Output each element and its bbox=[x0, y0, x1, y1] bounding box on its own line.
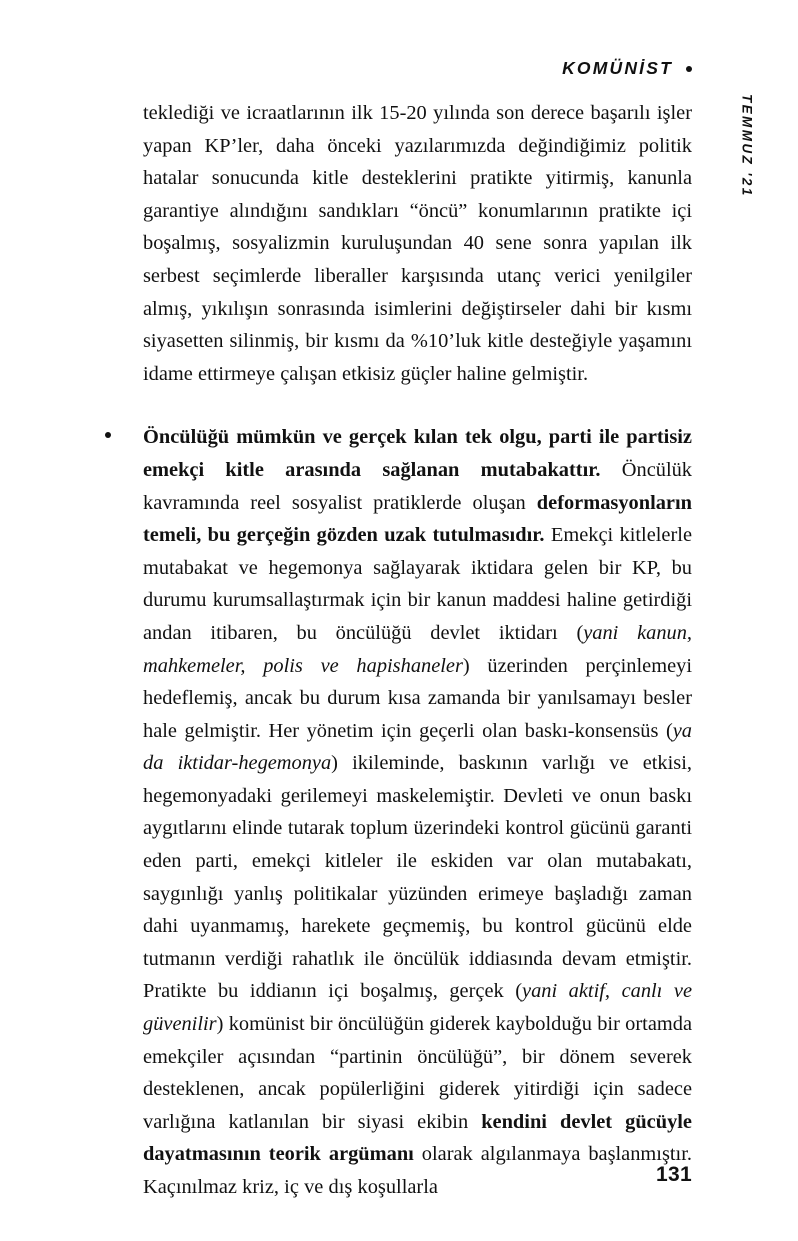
italic-run: yani kanun, mahkemeler, polis ve hapishaneler bbox=[143, 621, 693, 677]
text-run: Öncülük kavramında reel sosyalist pratiklerde oluşan bbox=[143, 458, 693, 514]
running-head bbox=[562, 58, 692, 79]
text-run: Emekçi kitlelerle mutabakat ve hegemonya sağlayarak iktidara gelen bir KP, bu durumu kurumsallaştırmak için bir kanun maddesi haline getirdiği andan itibaren, bu öncülüğü devlet iktidarı ( bbox=[143, 524, 692, 644]
bullet-list-item bbox=[143, 421, 692, 1203]
bullet-dot-icon bbox=[686, 66, 692, 72]
publication-title: KOMÜNİST bbox=[562, 58, 673, 78]
italic-run: ya da iktidar-hegemonya bbox=[143, 719, 692, 775]
issue-date-stamp bbox=[736, 94, 758, 224]
text-run: ) ikileminde, baskının varlığı ve etkisi, hegemonyadaki gerilemeyi maskelemiştir. Devleti ve onun baskı aygıtlarını elinde tutarak toplum üzerindeki kontrol gücünü garanti eden parti, emekçi kitleler ile eskiden var olan mutabakatı, saygınlığı yanlış politikalar yüzünden erimeye başladığı zaman dahi uyanmamış, harekete geçmemiş, bu kontrol gücünü elde tutmanın verdiği rahatlık ile öncülük iddiasında devam etmiştir. Pratikte bu iddianın içi boşalmış, gerçek ( bbox=[143, 752, 692, 1003]
text-run: ) komünist bir öncülüğün giderek kaybolduğu bir ortamda emekçiler açısından “partinin öncülüğü”, bir dönem severek desteklenen, ancak popülerliğini giderek yitirdiği için sadece varlığına katlanılan bir siyasi ekibin bbox=[143, 1013, 692, 1133]
issue-date-label: TEMMUZ '21 bbox=[739, 94, 755, 198]
text-run: teklediği ve icraatlarının ilk 15-20 yılında son derece başarılı işler yapan KP’ler, daha önceki yazılarımızda değindiğimiz politik hatalar sonucunda kitle desteklerini pratikte yitirmiş, kanunla garantiye alındığını sandıkları “öncü” konumlarının pratikte içi boşalmış, sosyalizmin kuruluşundan 40 sene sonra yapılan ilk serbest seçimlerde liberaller karşısında utanç verici yenilgiler almış, yıkılışın sonrasında isimlerini değiştirseler dahi bir kısmı siyasetten silinmiş, bir kısmı da %10’luk kitle desteğiyle yaşamını idame ettirmeye çalışan etkisiz güçler haline gelmiştir. bbox=[143, 102, 692, 385]
bold-run: kendini devlet gücüyle dayatmasının teorik argümanı bbox=[143, 1110, 692, 1166]
paragraph-continuation bbox=[143, 97, 692, 390]
bullet-paragraph bbox=[143, 421, 692, 1203]
bold-run: Öncülüğü mümkün ve gerçek kılan tek olgu, parti ile partisiz emekçi kitle arasında sağlanan mutabakattır. bbox=[143, 426, 692, 481]
text-run: olarak algılanmaya başlanmıştır. Kaçınılmaz kriz, iç ve dış koşullarla bbox=[143, 1143, 692, 1198]
text-run: ) üzerinden perçinlemeyi hedeflemiş, ancak bu durum kısa zamanda bir yanılsamayı besler hale gelmiştir. Her yönetim için geçerli olan baskı-konsensüs ( bbox=[143, 654, 692, 742]
italic-run: yani aktif, canlı ve güvenilir bbox=[143, 980, 692, 1036]
bullet-point-icon bbox=[105, 432, 111, 438]
bold-run: deformasyonların temeli, bu gerçeğin gözden uzak tutulmasıdır. bbox=[143, 491, 692, 547]
page-number: 131 bbox=[656, 1163, 692, 1186]
text-column bbox=[143, 97, 692, 1204]
